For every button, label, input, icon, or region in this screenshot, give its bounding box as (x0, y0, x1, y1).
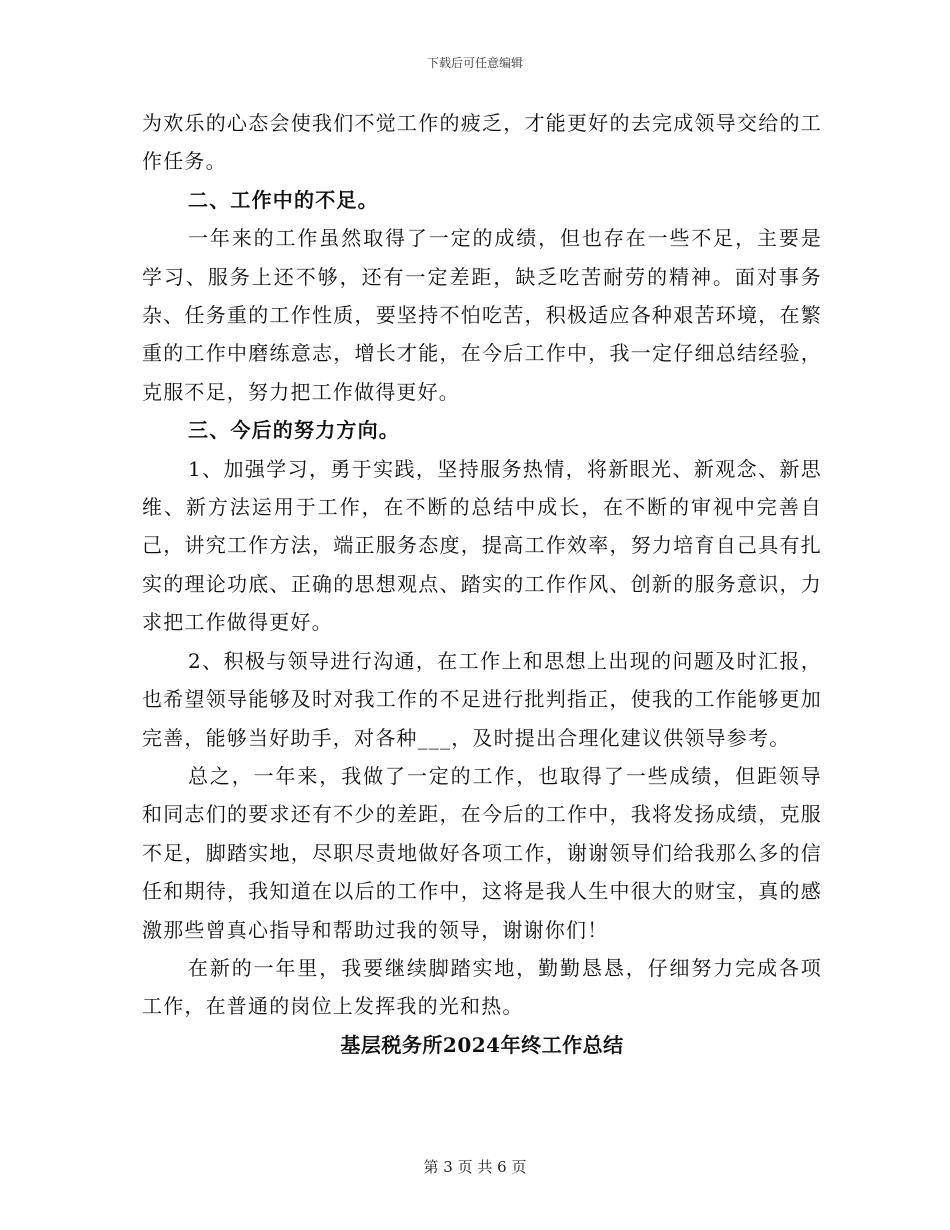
section-heading-future-direction: 三、今后的努力方向。 (188, 418, 400, 443)
paragraph-continuation: 为欢乐的心态会使我们不觉工作的疲乏，才能更好的去完成领导交给的工作任务。 (142, 111, 822, 174)
next-document-title: 基层税务所2024年终工作总结 (340, 1032, 624, 1057)
page-header: 下载后可任意编辑 (426, 56, 523, 70)
document-body (142, 104, 822, 1064)
paragraph-summary: 总之，一年来，我做了一定的工作，也取得了一些成绩，但距领导和同志们的要求还有不少的差距，在今后的工作中，我将发扬成绩，克服不足，脚踏实地，尽职尽责地做好各项工作，谢谢领导们给我那么多的信任和期待，我知道在以后的工作中，这将是我人生中很大的财宝，真的感激那些曾真心指导和帮助过我的领导，谢谢你们！ (142, 763, 822, 942)
paragraph-point-2: 2、积极与领导进行沟通，在工作上和思想上出现的问题及时汇报，也希望领导能够及时对我工作的不足进行批判指正，使我的工作能够更加完善，能够当好助手，对各种___，及时提出合理化建议供领导参考。 (142, 648, 822, 750)
page-number: 第 3 页 共 6 页 (423, 1158, 527, 1176)
paragraph-new-year: 在新的一年里，我要继续脚踏实地，勤勤恳恳，仔细努力完成各项工作，在普通的岗位上发挥我的光和热。 (142, 955, 822, 1019)
paragraph-point-1: 1、加强学习，勇于实践，坚持服务热情，将新眼光、新观念、新思维、新方法运用于工作，在不断的总结中成长，在不断的审视中完善自己，讲究工作方法，端正服务态度，提高工作效率，努力培育自己具有扎实的理论功底、正确的思想观点、踏实的工作作风、创新的服务意识，力求把工作做得更好。 (142, 456, 822, 635)
section-heading-shortcomings: 二、工作中的不足。 (188, 187, 379, 212)
paragraph-shortcomings: 一年来的工作虽然取得了一定的成绩，但也存在一些不足，主要是学习、服务上还不够，还有一定差距，缺乏吃苦耐劳的精神。面对事务杂、任务重的工作性质，要坚持不怕吃苦，积极适应各种艰苦环境，在繁重的工作中磨练意志，增长才能，在今后工作中，我一定仔细总结经验，克服不足，努力把工作做得更好。 (142, 226, 822, 404)
